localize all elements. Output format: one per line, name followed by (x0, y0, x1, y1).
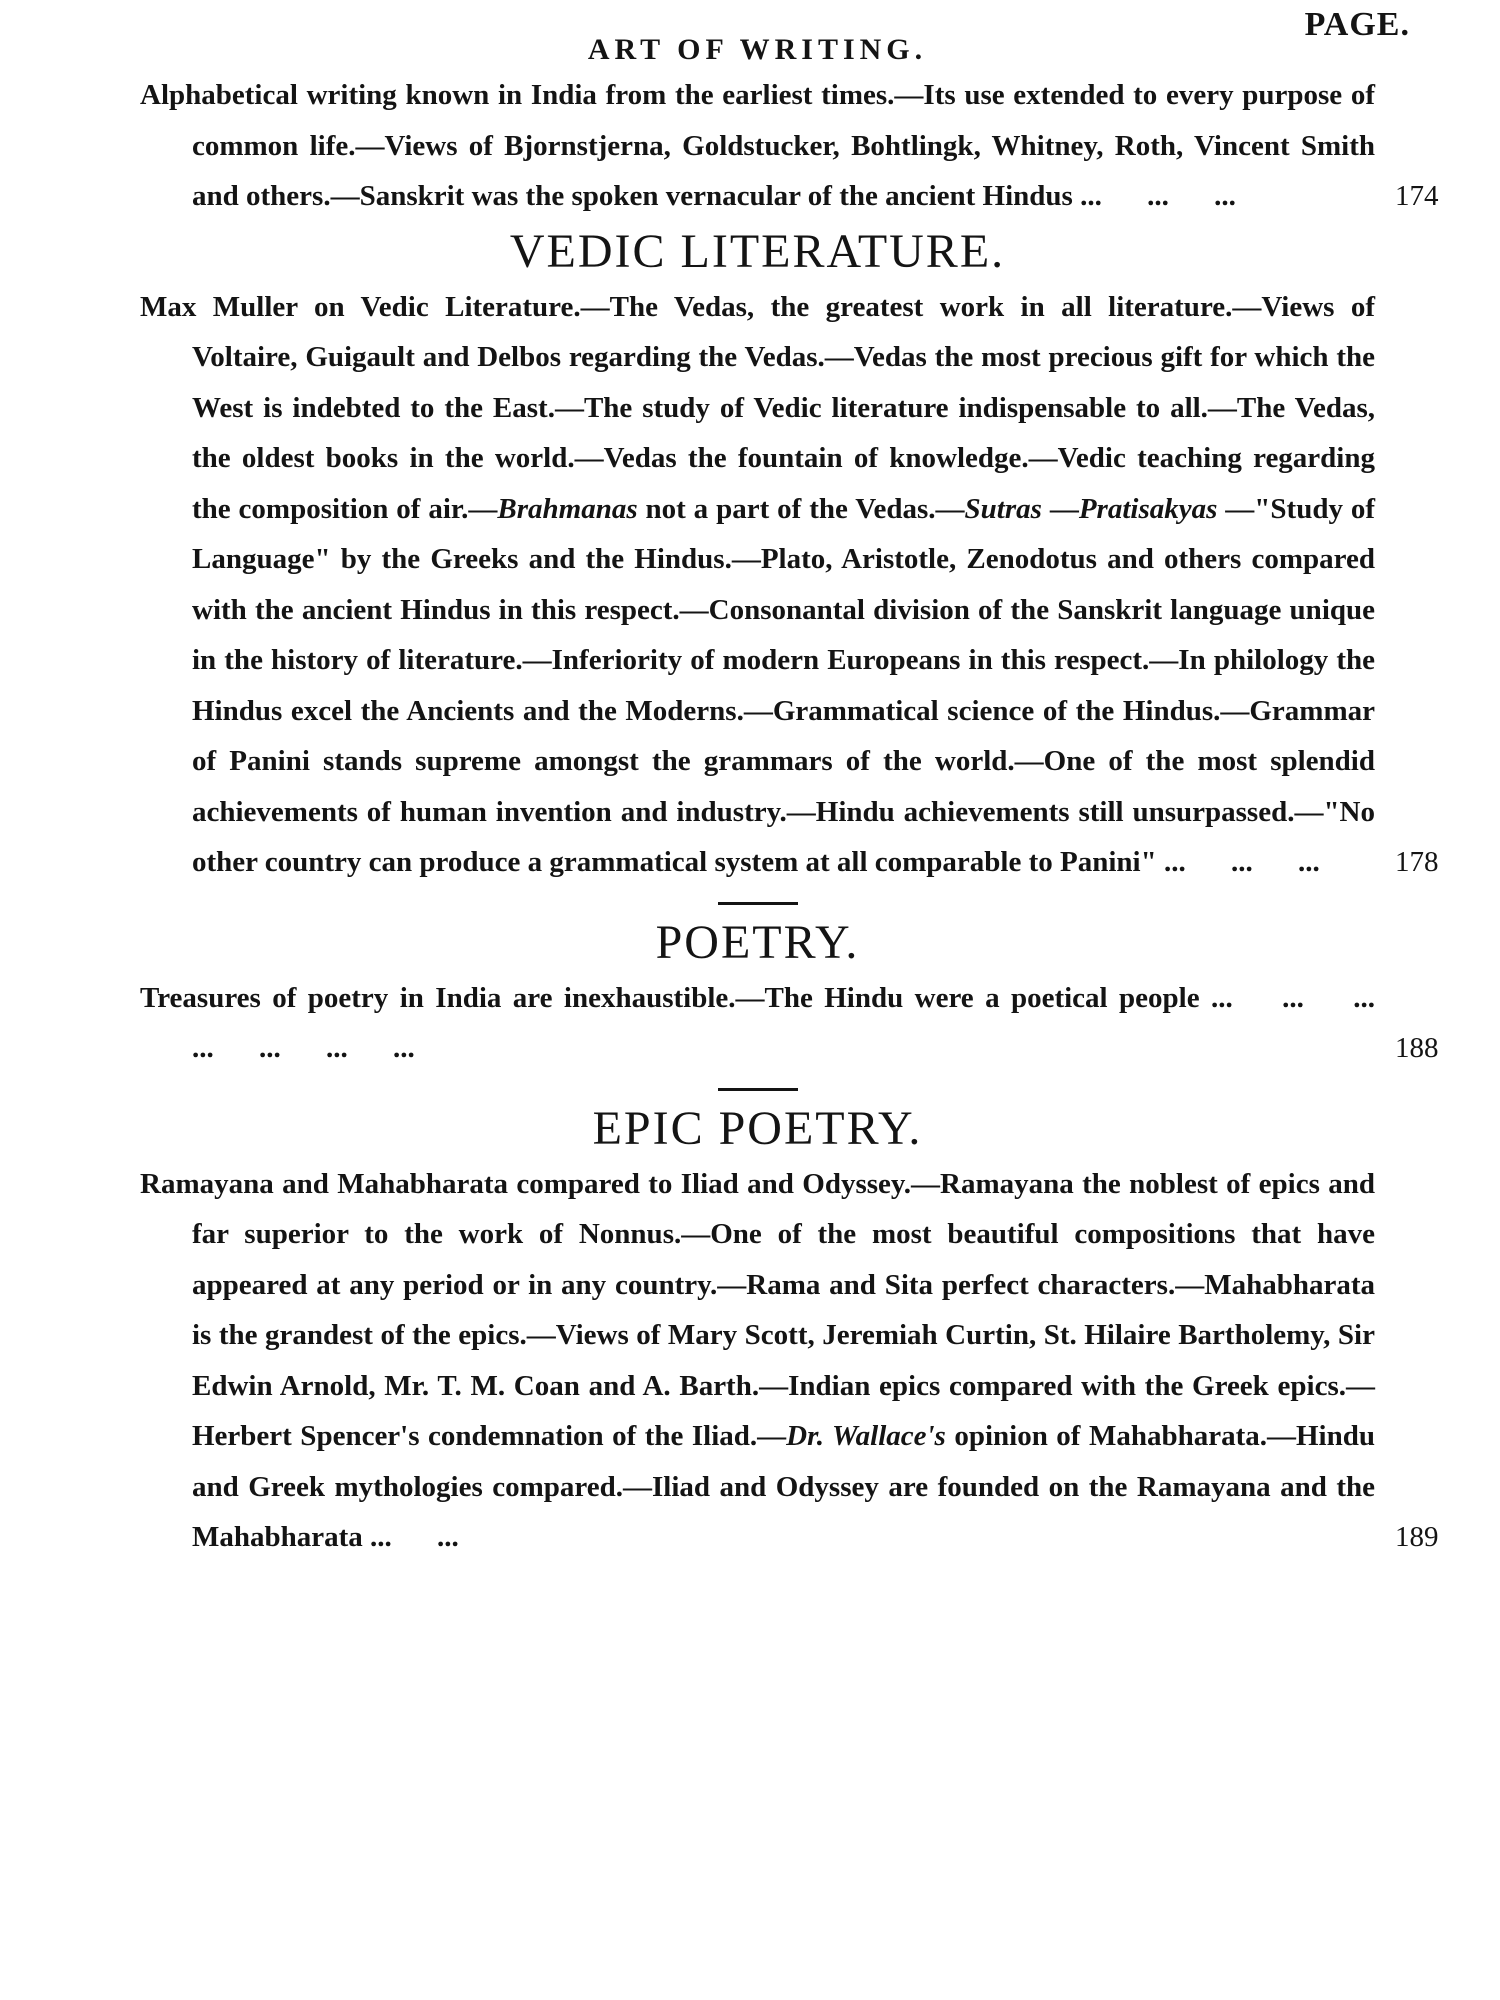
section-heading-poetry: POETRY. (655, 915, 860, 969)
section-heading-vedic-literature: VEDIC LITERATURE. (509, 224, 1006, 278)
leader-dots: ... ... ... (1080, 180, 1236, 212)
entry-text: not a part of the Vedas.— (637, 492, 965, 525)
entry-text: Treasures of poetry in India are inexhaustible.—The Hindu were a poetical people (140, 981, 1200, 1014)
entry-text: Ramayana and Mahabharata compared to Iliad and Odyssey.—Ramayana the noblest of epics and far superior to the work of Nonnus.—One of the most beautiful compositions that have appeared at any period or in any country.—Rama and Sita perfect characters.—Mahabharata is the grandest of the epics.—Views of Mary Scott, Jeremiah Curtin, St. Hilaire Bartholemy, Sir Edwin Arnold, Mr. T. M. Coan and A. Barth.—Indian epics compared with the Greek epics.—Herbert Spencer's condemnation of the Iliad.— (140, 1167, 1375, 1452)
page-column-label: PAGE. (1304, 6, 1410, 43)
section-divider (718, 1088, 798, 1091)
italic-term: Pratisakyas (1078, 492, 1218, 525)
toc-entry-poetry: Treasures of poetry in India are inexhaustible.—The Hindu were a poetical people ... ... ... ... ... ... ... 188 (140, 981, 1439, 1064)
italic-term: Brahmanas (497, 492, 638, 525)
toc-entry-art-of-writing: Alphabetical writing known in India from the earliest times.—Its use extended to every purpose of common life.—Views of Bjornstjerna, Goldstucker, Bohtlingk, Whitney, Roth, Vincent Smith and others.—Sanskrit was the spoken vernacular of the ancient Hindus ... ... ... 174 (140, 79, 1439, 212)
section-heading-epic-poetry: EPIC POETRY. (592, 1101, 923, 1155)
italic-term: Dr. Wallace's (786, 1420, 946, 1452)
entry-text: Max Muller on Vedic Literature.—The Vedas, the greatest work in all literature.—Views of Voltaire, Guigault and Delbos regarding the Vedas.—Vedas the most precious gift for which the West is indebted to the East.—The study of Vedic literature indispensable to all.—The Vedas, the oldest books in the world.—Vedas the fountain of knowledge.—Vedic teaching regarding the composition of air.— (140, 290, 1375, 525)
entry-text: —"Study of Language" by the Greeks and the Hindus.—Plato, Aristotle, Zenodotus and others compared with the ancient Hindus in this respect.—Consonantal division of the Sanskrit language unique in the history of literature.—Inferiority of modern Europeans in this respect.—In philology the Hindus excel the Ancients and the Moderns.—Grammatical science of the Hindus.—Grammar of Panini stands supreme amongst the grammars of the world.—One of the most splendid achievements of human invention and industry.—Hindu achievements still unsurpassed.—"No other country can produce a grammatical system at all comparable to Panini" (192, 492, 1375, 878)
leader-dots: ... ... (370, 1521, 459, 1553)
leader-dots: ... ... ... (1163, 846, 1320, 878)
toc-entry-epic-poetry: Ramayana and Mahabharata compared to Iliad and Odyssey.—Ramayana the noblest of epics and far superior to the work of Nonnus.—One of the most beautiful compositions that have appeared at any period or in any country.—Rama and Sita perfect characters.—Mahabharata is the grandest of the epics.—Views of Mary Scott, Jeremiah Curtin, St. Hilaire Bartholemy, Sir Edwin Arnold, Mr. T. M. Coan and A. Barth.—Indian epics compared with the Greek epics.—Herbert Spencer's condemnation of the Iliad.—Dr. Wallace's opinion of Mahabharata.—Hindu and Greek mythologies compared.—Iliad and Odyssey are founded on the Ramayana and the Mahabharata ... ... 189 (140, 1167, 1439, 1553)
section-heading-art-of-writing: ART OF WRITING. (587, 33, 928, 66)
section-divider (718, 902, 798, 905)
entry-text: Alphabetical writing known in India from the earliest times.—Its use extended to every purpose of common life.—Views of Bjornstjerna, Goldstucker, Bohtlingk, Whitney, Roth, Vincent Smith and others.—Sanskrit was the spoken vernacular of the ancient Hindus (140, 79, 1375, 212)
entry-text: opinion of Mahabharata.—Hindu and Greek mythologies compared.—Iliad and Odyssey are founded on the Ramayana and the Mahabharata (192, 1420, 1375, 1553)
toc-entry-vedic-literature: Max Muller on Vedic Literature.—The Vedas, the greatest work in all literature.—Views of Voltaire, Guigault and Delbos regarding the Vedas.—Vedas the most precious gift for which the West is indebted to the East.—The study of Vedic literature indispensable to all.—The Vedas, the oldest books in the world.—Vedas the fountain of knowledge.—Vedic teaching regarding the composition of air.—Brahmanas not a part of the Vedas.—Sutras —Pratisakyas —"Study of Language" by the Greeks and the Hindus.—Plato, Aristotle, Zenodotus and others compared with the ancient Hindus in this respect.—Consonantal division of the Sanskrit language unique in the history of literature.—Inferiority of modern Europeans in this respect.—In philology the Hindus excel the Ancients and the Moderns.—Grammatical science of the Hindus.—Grammar of Panini stands supreme amongst the grammars of the world.—One of the most splendid achievements of human invention and industry.—Hindu achievements still unsurpassed.—"No other country can produce a grammatical system at all comparable to Panini" ... ... ... 178 (140, 290, 1439, 878)
leader-dots: ... ... ... ... ... ... ... (192, 981, 1376, 1064)
table-of-contents (140, 30, 1439, 1563)
italic-term: Sutras (964, 492, 1042, 525)
entry-text: — (1041, 492, 1079, 525)
